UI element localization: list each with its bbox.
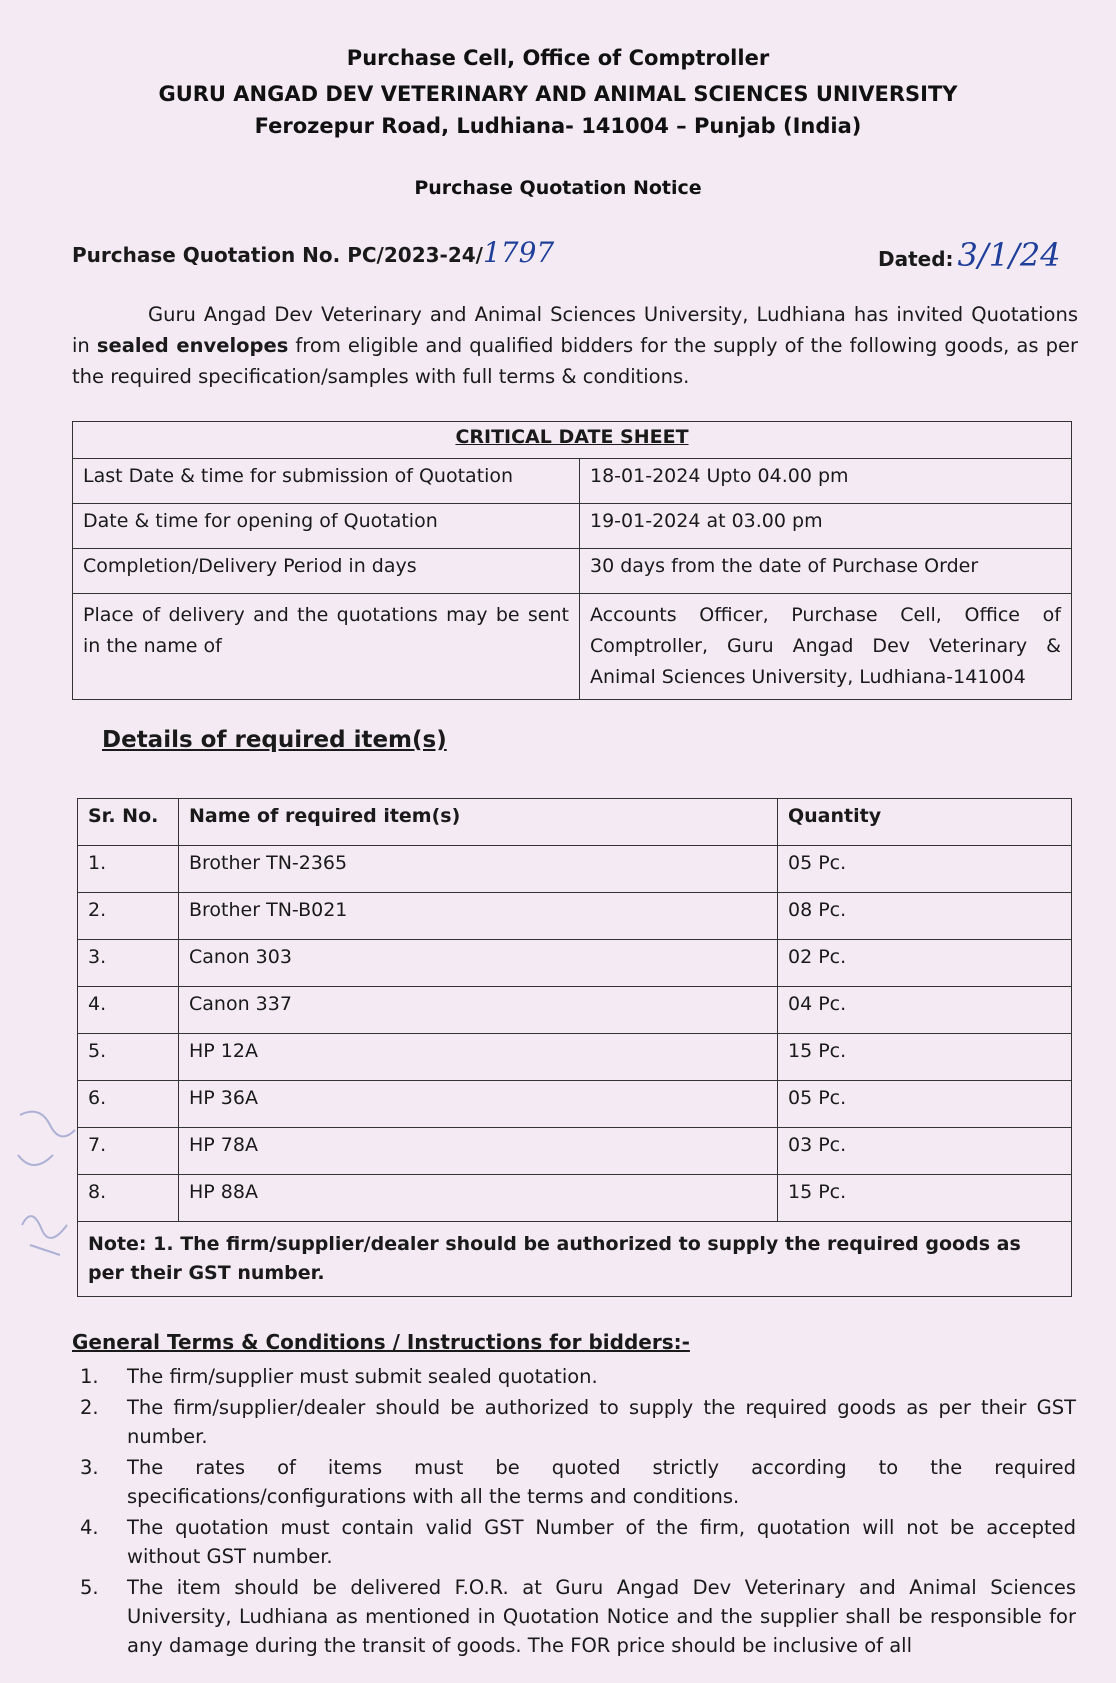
cds-value: 30 days from the date of Purchase Order bbox=[580, 549, 1072, 594]
quotation-number-handwritten: 1797 bbox=[482, 236, 555, 269]
item-sr: 4. bbox=[78, 987, 179, 1034]
item-qty: 05 Pc. bbox=[778, 1081, 1072, 1128]
intro-paragraph bbox=[72, 299, 1078, 392]
table-row bbox=[78, 893, 1072, 940]
cds-label: Date & time for opening of Quotation bbox=[73, 504, 580, 549]
items-section-title: Details of required item(s) bbox=[102, 727, 447, 753]
intro-text-2: from eligible and qualified bidders for the supply of the following goods, as per the required specification/samples with full terms & conditions. bbox=[72, 334, 1078, 388]
item-name: Canon 337 bbox=[179, 987, 778, 1034]
item-sr: 2. bbox=[78, 893, 179, 940]
item-name: Brother TN-2365 bbox=[179, 846, 778, 893]
col-header-qty: Quantity bbox=[778, 799, 1072, 846]
quotation-number bbox=[72, 236, 554, 269]
item-sr: 7. bbox=[78, 1128, 179, 1175]
items-note: Note: 1. The firm/supplier/dealer should be authorized to supply the required goods as per their GST number. bbox=[78, 1222, 1072, 1297]
item-name: HP 12A bbox=[179, 1034, 778, 1081]
table-row bbox=[73, 504, 1072, 549]
terms-title: General Terms & Conditions / Instructions for bidders:- bbox=[72, 1330, 690, 1354]
table-row bbox=[78, 940, 1072, 987]
table-row bbox=[73, 594, 1072, 700]
list-item bbox=[80, 1393, 1076, 1451]
col-header-sr: Sr. No. bbox=[78, 799, 179, 846]
item-name: Brother TN-B021 bbox=[179, 893, 778, 940]
term-number: 4. bbox=[80, 1516, 99, 1539]
cds-label: Completion/Delivery Period in days bbox=[73, 549, 580, 594]
item-qty: 15 Pc. bbox=[778, 1175, 1072, 1222]
item-qty: 08 Pc. bbox=[778, 893, 1072, 940]
table-row bbox=[78, 987, 1072, 1034]
dated-label: Dated: bbox=[878, 247, 954, 271]
list-item bbox=[80, 1362, 1076, 1391]
critical-date-sheet bbox=[72, 421, 1072, 700]
item-qty: 03 Pc. bbox=[778, 1128, 1072, 1175]
item-sr: 8. bbox=[78, 1175, 179, 1222]
item-name: HP 78A bbox=[179, 1128, 778, 1175]
item-qty: 15 Pc. bbox=[778, 1034, 1072, 1081]
list-item bbox=[80, 1513, 1076, 1571]
item-qty: 04 Pc. bbox=[778, 987, 1072, 1034]
item-name: Canon 303 bbox=[179, 940, 778, 987]
cds-value: Accounts Officer, Purchase Cell, Office of Comptroller, Guru Angad Dev Veterinary & Animal Sciences University, Ludhiana-141004 bbox=[580, 594, 1072, 700]
table-row bbox=[73, 459, 1072, 504]
quotation-date bbox=[878, 236, 1061, 274]
table-note-row bbox=[78, 1222, 1072, 1297]
table-header-row bbox=[78, 799, 1072, 846]
list-item bbox=[80, 1453, 1076, 1511]
cds-value: 18-01-2024 Upto 04.00 pm bbox=[580, 459, 1072, 504]
quotation-number-label: Purchase Quotation No. PC/2023-24/ bbox=[72, 243, 483, 267]
notice-title: Purchase Quotation Notice bbox=[414, 177, 702, 199]
cds-label: Place of delivery and the quotations may be sent in the name of bbox=[73, 594, 580, 700]
intro-text-1: Guru Angad Dev Veterinary and Animal Sciences University, Ludhiana has invited Quotations in bbox=[72, 303, 1078, 357]
university-address: Ferozepur Road, Ludhiana- 141004 – Punjab (India) bbox=[254, 114, 862, 138]
item-sr: 1. bbox=[78, 846, 179, 893]
term-text: The rates of items must be quoted strictly according to the required specifications/configurations with all the terms and conditions. bbox=[127, 1456, 1076, 1508]
item-sr: 5. bbox=[78, 1034, 179, 1081]
terms-list bbox=[80, 1362, 1076, 1662]
table-row bbox=[73, 549, 1072, 594]
margin-signature-mark bbox=[10, 1095, 80, 1265]
table-row bbox=[78, 1034, 1072, 1081]
term-text: The item should be delivered F.O.R. at Guru Angad Dev Veterinary and Animal Sciences University, Ludhiana as mentioned in Quotation Notice and the supplier shall be responsible for any damage during the transit of goods. The FOR price should be inclusive of all bbox=[127, 1576, 1076, 1657]
item-name: HP 88A bbox=[179, 1175, 778, 1222]
table-row bbox=[78, 846, 1072, 893]
office-name: Purchase Cell, Office of Comptroller bbox=[346, 46, 770, 70]
intro-text-bold: sealed envelopes bbox=[96, 334, 289, 357]
item-name: HP 36A bbox=[179, 1081, 778, 1128]
list-item bbox=[80, 1573, 1076, 1660]
table-row bbox=[78, 1175, 1072, 1222]
dated-handwritten: 3/1/24 bbox=[957, 236, 1061, 274]
term-text: The firm/supplier/dealer should be authorized to supply the required goods as per their GST number. bbox=[127, 1396, 1076, 1448]
critical-date-sheet-title: CRITICAL DATE SHEET bbox=[73, 422, 1072, 459]
cds-label: Last Date & time for submission of Quotation bbox=[73, 459, 580, 504]
items-table bbox=[77, 798, 1072, 1297]
university-name: GURU ANGAD DEV VETERINARY AND ANIMAL SCIENCES UNIVERSITY bbox=[158, 82, 958, 106]
cds-value: 19-01-2024 at 03.00 pm bbox=[580, 504, 1072, 549]
term-text: The quotation must contain valid GST Number of the firm, quotation will not be accepted without GST number. bbox=[127, 1516, 1076, 1568]
item-qty: 02 Pc. bbox=[778, 940, 1072, 987]
term-number: 5. bbox=[80, 1576, 99, 1599]
term-number: 1. bbox=[80, 1365, 99, 1388]
item-sr: 6. bbox=[78, 1081, 179, 1128]
table-row bbox=[78, 1128, 1072, 1175]
term-number: 2. bbox=[80, 1396, 99, 1419]
term-text: The firm/supplier must submit sealed quotation. bbox=[127, 1365, 598, 1388]
table-row bbox=[78, 1081, 1072, 1128]
col-header-name: Name of required item(s) bbox=[179, 799, 778, 846]
item-qty: 05 Pc. bbox=[778, 846, 1072, 893]
term-number: 3. bbox=[80, 1456, 99, 1479]
item-sr: 3. bbox=[78, 940, 179, 987]
